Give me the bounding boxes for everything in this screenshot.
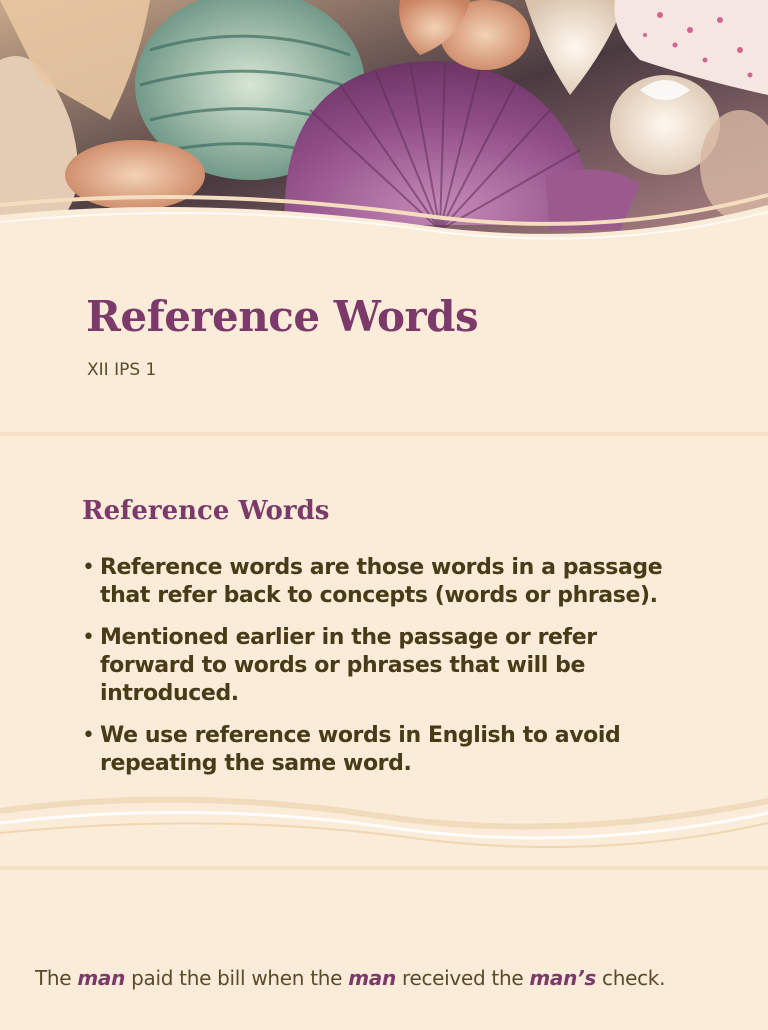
title-slide xyxy=(0,0,768,432)
decorative-wave xyxy=(0,781,768,866)
bullet-marker: • xyxy=(82,625,95,650)
bullet-item xyxy=(82,624,692,708)
slide-heading: Reference Words xyxy=(82,496,330,526)
highlighted-word: man’s xyxy=(529,966,596,990)
seashell-photo-banner xyxy=(0,0,768,250)
highlighted-word: man xyxy=(77,966,126,990)
seashell-image xyxy=(0,0,768,250)
highlighted-word: man xyxy=(348,966,396,990)
bullet-text: Reference words are those words in a passage that refer back to concepts (words or phrase). xyxy=(100,555,663,608)
sentence-text: check. xyxy=(595,966,666,990)
sentence-text: paid the bill when the xyxy=(125,966,349,990)
bullet-text: We use reference words in English to avoid repeating the same word. xyxy=(100,723,621,776)
bullet-text: Mentioned earlier in the passage or refer forward to words or phrases that will be introduced. xyxy=(100,625,597,706)
slide-subtitle: XII IPS 1 xyxy=(87,360,157,380)
example-slide xyxy=(0,870,768,1030)
bullet-item xyxy=(82,554,692,610)
sentence-text: The xyxy=(35,966,78,990)
bullet-item xyxy=(82,722,692,778)
slide-title: Reference Words xyxy=(86,292,479,341)
bullet-marker: • xyxy=(82,555,95,580)
bullet-list xyxy=(82,554,692,792)
example-sentence xyxy=(35,966,665,990)
bullet-marker: • xyxy=(82,723,95,748)
sentence-text: received the xyxy=(395,966,530,990)
definition-slide xyxy=(0,436,768,866)
